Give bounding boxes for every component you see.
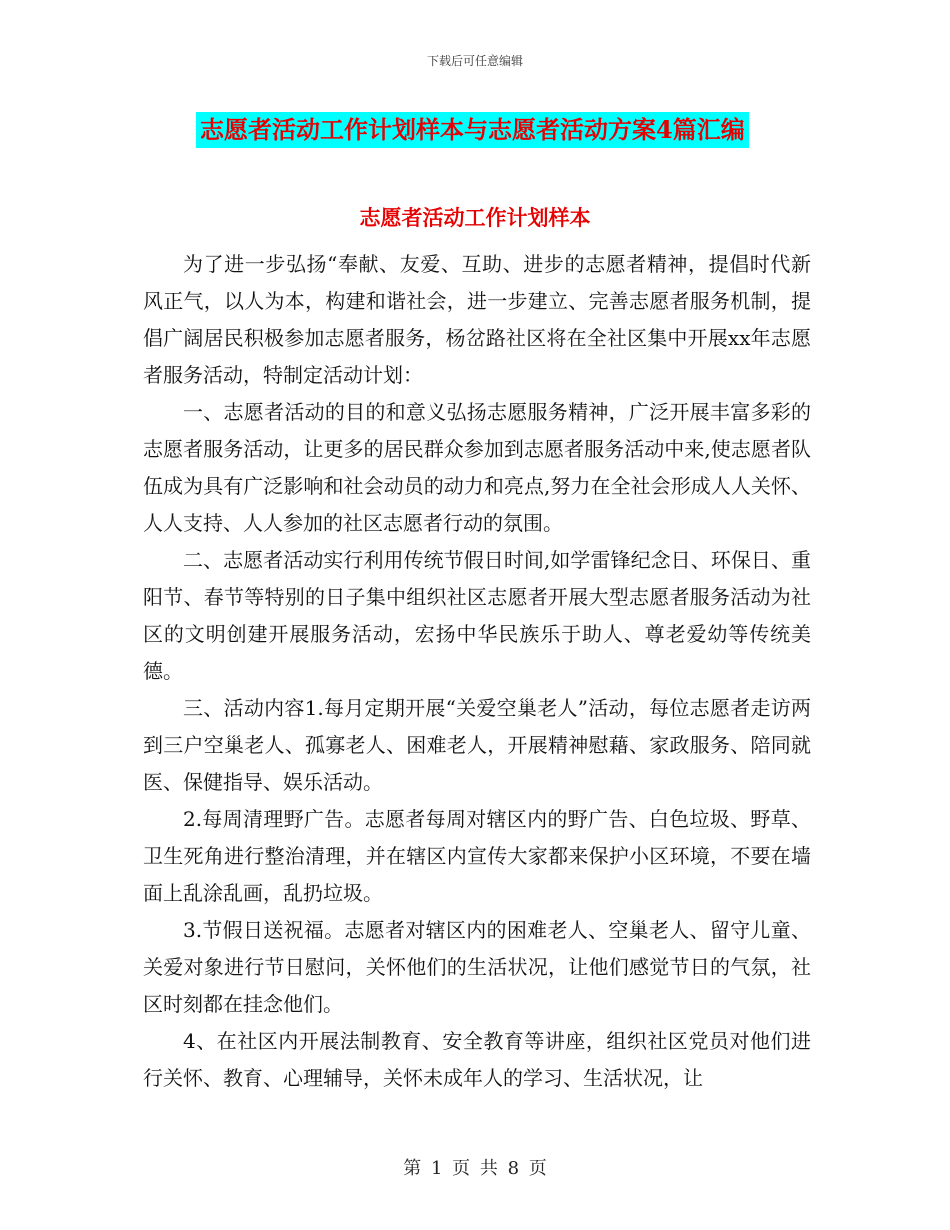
- paragraph-purpose: 一、志愿者活动的目的和意义弘扬志愿服务精神，广泛开展丰富多彩的志愿者服务活动，让更多的居民群众参加到志愿者服务活动中来,使志愿者队伍成为具有广泛影响和社会动员的动力和亮点,努力在全社会形成人人关怀、人人支持、人人参加的社区志愿者行动的氛围。: [143, 400, 811, 535]
- paragraph-intro: 为了进一步弘扬“奉献、友爱、互助、进步的志愿者精神，提倡时代新风正气，以人为本，构建和谐社会，进一步建立、完善志愿者服务机制，提倡广阔居民积极参加志愿者服务，杨岔路社区将在全社区集中开展xx年志愿者服务活动，特制定活动计划：: [143, 252, 811, 387]
- document-title: 志愿者活动工作计划样本与志愿者活动方案4篇汇编: [196, 112, 749, 148]
- header-note: 下载后可任意编辑: [426, 54, 523, 68]
- paragraph-content-3: 3.节假日送祝福。志愿者对辖区内的困难老人、空巢老人、留守儿童、关爱对象进行节日慰问，关怀他们的生活状况，让他们感觉节日的气氛，社区时刻都在挂念他们。: [143, 918, 811, 1016]
- page-footer: 第 1 页 共 8 页: [403, 1158, 547, 1179]
- paragraph-timing: 二、志愿者活动实行利用传统节假日时间,如学雷锋纪念日、环保日、重阳节、春节等特别的日子集中组织社区志愿者开展大型志愿者服务活动为社区的文明创建开展服务活动，宏扬中华民族乐于助人、尊老爱幼等传统美德。: [143, 548, 811, 683]
- document-body: [143, 246, 811, 1097]
- paragraph-content-2: 2.每周清理野广告。志愿者每周对辖区内的野广告、白色垃圾、野草、卫生死角进行整治清理，并在辖区内宣传大家都来保护小区环境，不要在墙面上乱涂乱画，乱扔垃圾。: [143, 807, 811, 905]
- section-title: 志愿者活动工作计划样本: [359, 205, 591, 230]
- paragraph-content-1: 三、活动内容1.每月定期开展“关爱空巢老人”活动，每位志愿者走访两到三户空巢老人、孤寡老人、困难老人，开展精神慰藉、家政服务、陪同就医、保健指导、娱乐活动。: [143, 696, 811, 794]
- paragraph-content-4: 4、在社区内开展法制教育、安全教育等讲座，组织社区党员对他们进行关怀、教育、心理辅导，关怀未成年人的学习、生活状况，让: [143, 1029, 811, 1090]
